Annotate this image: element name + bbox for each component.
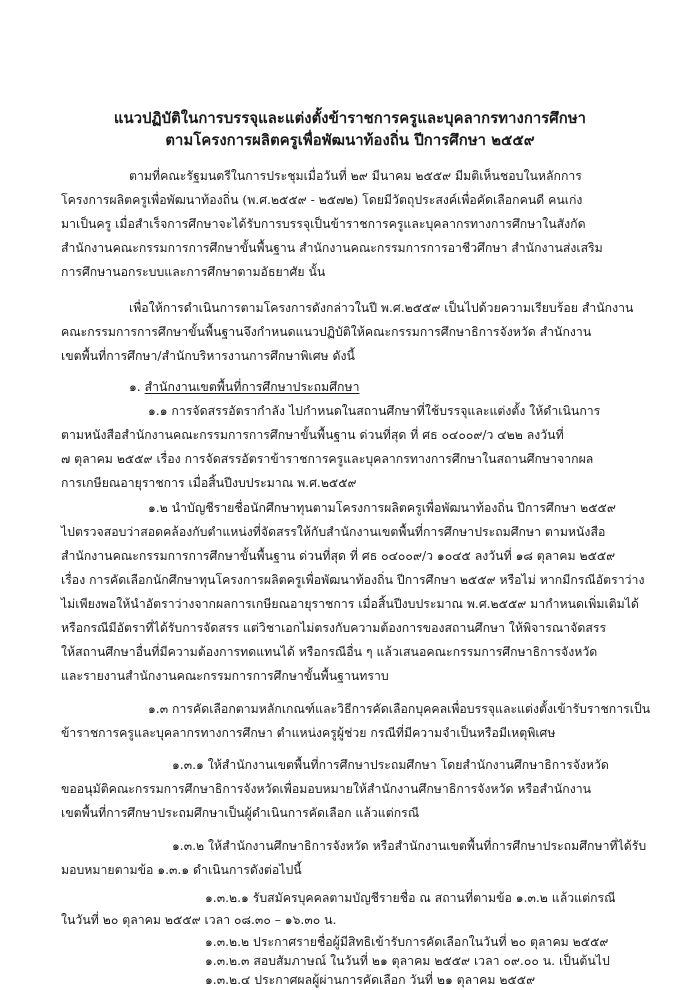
paragraph-1-line-5: การศึกษานอกระบบและการศึกษาตามอัธยาศัย นั้น [61, 265, 326, 279]
paragraph-1-line-2: โครงการผลิตครูเพื่อพัฒนาท้องถิ่น (พ.ศ.๒๕๕๙ - ๒๕๗๒) โดยมีวัตถุประสงค์เพื่อคัดเลือกคนดี คนเก่ง [61, 193, 583, 207]
item-1-1-line-1: ๑.๑ การจัดสรรอัตรากำลัง ไปกำหนดในสถานศึกษาที่ใช้บรรจุและแต่งตั้ง ให้ดำเนินการ [148, 404, 601, 418]
item-1-3-1-line-2: ขออนุมัติคณะกรรมการศึกษาธิการจังหวัดเพื่อมอบหมายให้สำนักงานศึกษาธิการจังหวัด หรือสำนักงาน [61, 782, 592, 796]
item-1-3-2-4: ๑.๓.๒.๔ ประกาศผลผู้ผ่านการคัดเลือก วันที่ ๒๑ ตุลาคม ๒๕๕๙ [205, 973, 536, 987]
item-1-2-line-3: สำนักงานคณะกรรมการการศึกษาขั้นพื้นฐาน ด่วนที่สุด ที่ ศธ ๐๔๐๐๙/ว ๑๐๔๕ ลงวันที่ ๑๘ ตุลาคม ๒๕๕๙ [61, 549, 616, 563]
item-1-2-line-4: เรื่อง การคัดเลือกนักศึกษาทุนโครงการผลิตครูเพื่อพัฒนาท้องถิ่น ปีการศึกษา ๒๕๕๙ หรือไม่ หากมีกรณีอัตราว่าง [61, 573, 645, 587]
item-1-3-2-line-1: ๑.๓.๒ ให้สำนักงานศึกษาธิการจังหวัด หรือสำนักงานเขตพื้นที่การศึกษาประถมศึกษาที่ได้รับ [172, 839, 647, 853]
paragraph-2-line-2: คณะกรรมการการศึกษาขั้นพื้นฐานจึงกำหนดแนวปฏิบัติให้คณะกรรมการศึกษาธิการจังหวัด สำนักงาน [61, 325, 592, 339]
item-1-1-line-2: ตามหนังสือสำนักงานคณะกรรมการการศึกษาขั้นพื้นฐาน ด่วนที่สุด ที่ ศธ ๐๔๐๐๙/ว ๔๒๒ ลงวันที่ [61, 428, 564, 442]
item-1-2-line-8: และรายงานสำนักงานคณะกรรมการการศึกษาขั้นพื้นฐานทราบ [61, 669, 389, 683]
item-1-3-1-line-1: ๑.๓.๑ ให้สำนักงานเขตพื้นที่การศึกษาประถมศึกษา โดยสำนักงานศึกษาธิการจังหวัด [172, 758, 609, 772]
item-1-3-line-1: ๑.๓ การคัดเลือกตามหลักเกณฑ์และวิธีการคัดเลือกบุคคลเพื่อบรรจุและแต่งตั้งเข้ารับราชการเป็น [148, 702, 651, 716]
item-1-1-line-3: ๗ ตุลาคม ๒๕๕๙ เรื่อง การจัดสรรอัตราข้าราชการครูและบุคลากรทางการศึกษาในสถานศึกษาจากผล [61, 452, 594, 466]
document-title-line-2: ตามโครงการผลิตครูเพื่อพัฒนาท้องถิ่น ปีการศึกษา ๒๕๕๙ [165, 132, 535, 149]
section-1-title: สำนักงานเขตพื้นที่การศึกษาประถมศึกษา [144, 380, 360, 394]
section-1-number: ๑. [129, 380, 141, 394]
item-1-3-2-1-line-1: ๑.๓.๒.๑ รับสมัครบุคคลตามบัญชีรายชื่อ ณ สถานที่ตามข้อ ๑.๓.๒ แล้วแต่กรณี [205, 891, 616, 905]
document-title-line-1: แนวปฏิบัติในการบรรจุและแต่งตั้งข้าราชการครูและบุคลากรทางการศึกษา [113, 110, 587, 127]
paragraph-1-line-4: สำนักงานคณะกรรมการการศึกษาขั้นพื้นฐาน สำนักงานคณะกรรมการการอาชีวศึกษา สำนักงานส่งเสริม [61, 241, 603, 255]
item-1-3-2-2: ๑.๓.๒.๒ ประกาศรายชื่อผู้มีสิทธิเข้ารับการคัดเลือกในวันที่ ๒๐ ตุลาคม ๒๕๕๙ [205, 935, 609, 949]
item-1-3-2-line-2: มอบหมายตามข้อ ๑.๓.๑ ดำเนินการดังต่อไปนี้ [61, 863, 302, 877]
item-1-2-line-7: ให้สถานศึกษาอื่นที่มีความต้องการทดแทนได้ หรือกรณีอื่น ๆ แล้วเสนอคณะกรรมการศึกษาธิการจังหวัด [61, 645, 598, 659]
item-1-3-2-1-line-2: ในวันที่ ๒๐ ตุลาคม ๒๕๕๙ เวลา ๐๘.๓๐ – ๑๖.๓๐ น. [61, 913, 337, 927]
paragraph-1-line-3: มาเป็นครู เมื่อสำเร็จการศึกษาจะได้รับการบรรจุเป็นข้าราชการครูและบุคลากรทางการศึกษาในสังกัด [61, 217, 586, 231]
item-1-2-line-5: ไม่เพียงพอให้นำอัตราว่างจากผลการเกษียณอายุราชการ เมื่อสิ้นปีงบประมาณ พ.ศ.๒๕๕๙ มากำหนดเพิ่มเติมได้ [61, 597, 639, 611]
paragraph-2-line-1: เพื่อให้การดำเนินการตามโครงการดังกล่าวในปี พ.ศ.๒๕๕๙ เป็นไปด้วยความเรียบร้อย สำนักงาน [129, 301, 634, 315]
item-1-2-line-1: ๑.๒ นำบัญชีรายชื่อนักศึกษาทุนตามโครงการผลิตครูเพื่อพัฒนาท้องถิ่น ปีการศึกษา ๒๕๕๙ [148, 501, 616, 515]
paragraph-2-line-3: เขตพื้นที่การศึกษา/สำนักบริหารงานการศึกษาพิเศษ ดังนี้ [61, 349, 355, 363]
section-1-heading [129, 378, 359, 396]
item-1-2-line-2: ไปตรวจสอบว่าสอดคล้องกับตำแหน่งที่จัดสรรให้กับสำนักงานเขตพื้นที่การศึกษาประถมศึกษา ตามหนังสือ [61, 525, 606, 539]
item-1-3-2-3: ๑.๓.๒.๓ สอบสัมภาษณ์ ในวันที่ ๒๑ ตุลาคม ๒๕๕๙ เวลา ๐๙.๐๐ น. เป็นต้นไป [205, 954, 610, 968]
item-1-3-line-2: ข้าราชการครูและบุคลากรทางการศึกษา ตำแหน่งครูผู้ช่วย กรณีที่มีความจำเป็นหรือมีเหตุพิเศษ [61, 726, 556, 740]
item-1-3-1-line-3: เขตพื้นที่การศึกษาประถมศึกษาเป็นผู้ดำเนินการคัดเลือก แล้วแต่กรณี [61, 806, 420, 820]
item-1-1-line-4: การเกษียณอายุราชการ เมื่อสิ้นปีงบประมาณ พ.ศ.๒๕๕๙ [61, 476, 357, 490]
item-1-2-line-6: หรือกรณีมีอัตราที่ได้รับการจัดสรร แต่วิชาเอกไม่ตรงกับความต้องการของสถานศึกษา ให้พิจารณาจัดสรร [61, 621, 607, 635]
paragraph-1-line-1: ตามที่คณะรัฐมนตรีในการประชุมเมื่อวันที่ ๒๙ มีนาคม ๒๕๕๙ มีมติเห็นชอบในหลักการ [129, 169, 582, 183]
